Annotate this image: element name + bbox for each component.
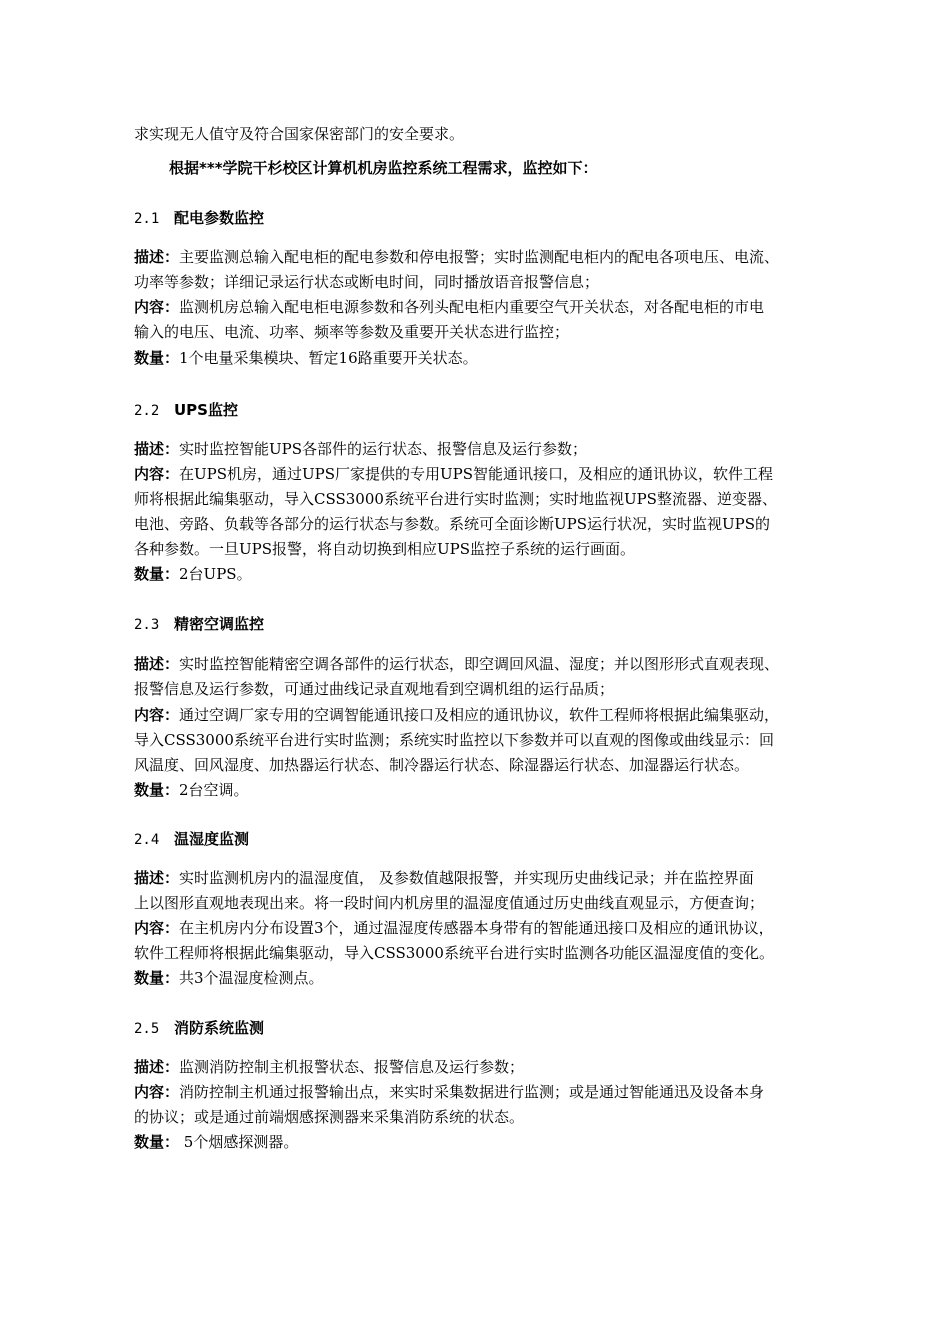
content-line <box>134 462 773 486</box>
content-label: 内容： <box>134 706 180 724</box>
desc-line: 上以图形直观地表现出来。将一段时间内机房里的温湿度值通过历史曲线直观显示，方便查询； <box>134 894 765 912</box>
content-label: 内容： <box>134 919 180 937</box>
content-line: 输入的电压、电流、功率、频率等参数及重要开关状态进行监控； <box>134 323 570 341</box>
content-line: 风温度、回风湿度、加热器运行状态、制冷器运行状态、除湿器运行状态、加湿器运行状态。 <box>134 756 750 774</box>
desc-line <box>134 245 779 269</box>
content-text: 监测机房总输入配电柜电源参数和各列头配电柜内重要空气开关状态，对各配电柜的市电 <box>179 298 765 316</box>
section-heading-2-3 <box>134 612 264 637</box>
intro-line-1: 求实现无人值守及符合国家保密部门的安全要求。 <box>134 125 465 143</box>
section-number: 2.1 <box>134 211 160 227</box>
qty-line <box>134 966 324 990</box>
qty-label: 数量： <box>134 565 180 583</box>
desc-text: 实时监控智能精密空调各部件的运行状态，即空调回风温、湿度；并以图形形式直观表现、 <box>179 655 780 673</box>
content-line <box>134 916 774 940</box>
section-heading-2-2 <box>134 398 238 423</box>
content-text: 在主机房内分布设置3个，通过温湿度传感器本身带有的智能通迅接口及相应的通讯协议， <box>179 919 774 937</box>
content-line <box>134 1080 764 1104</box>
desc-line: 功率等参数；详细记录运行状态或断电时间，同时播放语音报警信息； <box>134 273 600 291</box>
qty-label: 数量： <box>134 1133 180 1151</box>
content-text: 通过空调厂家专用的空调智能通讯接口及相应的通讯协议，软件工程师将根据此编集驱动， <box>179 706 780 724</box>
content-line: 导入CSS3000系统平台进行实时监测；系统实时监控以下参数并可以直观的图像或曲线显示：回 <box>134 731 774 749</box>
section-heading-2-1 <box>134 206 264 231</box>
qty-text: 1个电量采集模块、暂定16路重要开关状态。 <box>179 349 478 367</box>
qty-line <box>134 562 252 586</box>
content-line: 各种参数。一旦UPS报警，将自动切换到相应UPS监控子系统的运行画面。 <box>134 540 636 558</box>
qty-label: 数量： <box>134 969 180 987</box>
desc-label: 描述： <box>134 655 180 673</box>
desc-line <box>134 866 754 890</box>
section-number: 2.4 <box>134 832 160 848</box>
qty-text: 2台UPS。 <box>179 565 252 583</box>
desc-text: 实时监控智能UPS各部件的运行状态、报警信息及运行参数； <box>179 440 588 458</box>
content-line: 师将根据此编集驱动，导入CSS3000系统平台进行实时监测；实时地监视UPS整流器、逆变器、 <box>134 490 777 508</box>
content-line <box>134 295 764 319</box>
desc-line <box>134 1055 524 1079</box>
qty-line <box>134 1130 298 1154</box>
section-number: 2.2 <box>134 403 160 419</box>
desc-line: 报警信息及运行参数，可通过曲线记录直观地看到空调机组的运行品质； <box>134 680 615 698</box>
section-number: 2.3 <box>134 617 160 633</box>
content-line <box>134 703 779 727</box>
desc-label: 描述： <box>134 440 180 458</box>
qty-label: 数量： <box>134 349 180 367</box>
desc-text: 监测消防控制主机报警状态、报警信息及运行参数； <box>179 1058 525 1076</box>
desc-text: 实时监测机房内的温湿度值， 及参数值越限报警，并实现历史曲线记录；并在监控界面 <box>179 869 754 887</box>
desc-text: 主要监测总输入配电柜的配电参数和停电报警；实时监测配电柜内的配电各项电压、电流、 <box>179 248 780 266</box>
content-label: 内容： <box>134 1083 180 1101</box>
qty-line <box>134 346 478 370</box>
section-title: 配电参数监控 <box>174 209 265 227</box>
qty-text: 5个烟感探测器。 <box>179 1133 299 1151</box>
desc-line <box>134 652 779 676</box>
content-line: 软件工程师将根据此编集驱动，导入CSS3000系统平台进行实时监测各功能区温湿度值的变化。 <box>134 944 774 962</box>
section-number: 2.5 <box>134 1021 160 1037</box>
content-label: 内容： <box>134 465 180 483</box>
section-heading-2-5 <box>134 1016 264 1041</box>
section-title: 温湿度监测 <box>174 830 250 848</box>
section-heading-2-4 <box>134 827 249 852</box>
content-text: 在UPS机房，通过UPS厂家提供的专用UPS智能通讯接口，及相应的通讯协议，软件工程 <box>179 465 774 483</box>
content-text: 消防控制主机通过报警输出点，来实时采集数据进行监测；或是通过智能通迅及设备本身 <box>179 1083 765 1101</box>
intro-line-2: 根据***学院干杉校区计算机机房监控系统工程需求，监控如下： <box>169 159 598 177</box>
desc-label: 描述： <box>134 248 180 266</box>
desc-label: 描述： <box>134 1058 180 1076</box>
section-title: 消防系统监测 <box>174 1019 265 1037</box>
desc-label: 描述： <box>134 869 180 887</box>
section-title: UPS监控 <box>174 401 238 419</box>
qty-text: 2台空调。 <box>179 781 249 799</box>
section-title: 精密空调监控 <box>174 615 265 633</box>
qty-text: 共3个温湿度检测点。 <box>179 969 324 987</box>
qty-line <box>134 778 249 802</box>
content-line: 的协议；或是通过前端烟感探测器来采集消防系统的状态。 <box>134 1108 525 1126</box>
content-line: 电池、旁路、负载等各部分的运行状态与参数。系统可全面诊断UPS运行状况，实时监视UPS的 <box>134 515 771 533</box>
content-label: 内容： <box>134 298 180 316</box>
desc-line <box>134 437 587 461</box>
qty-label: 数量： <box>134 781 180 799</box>
